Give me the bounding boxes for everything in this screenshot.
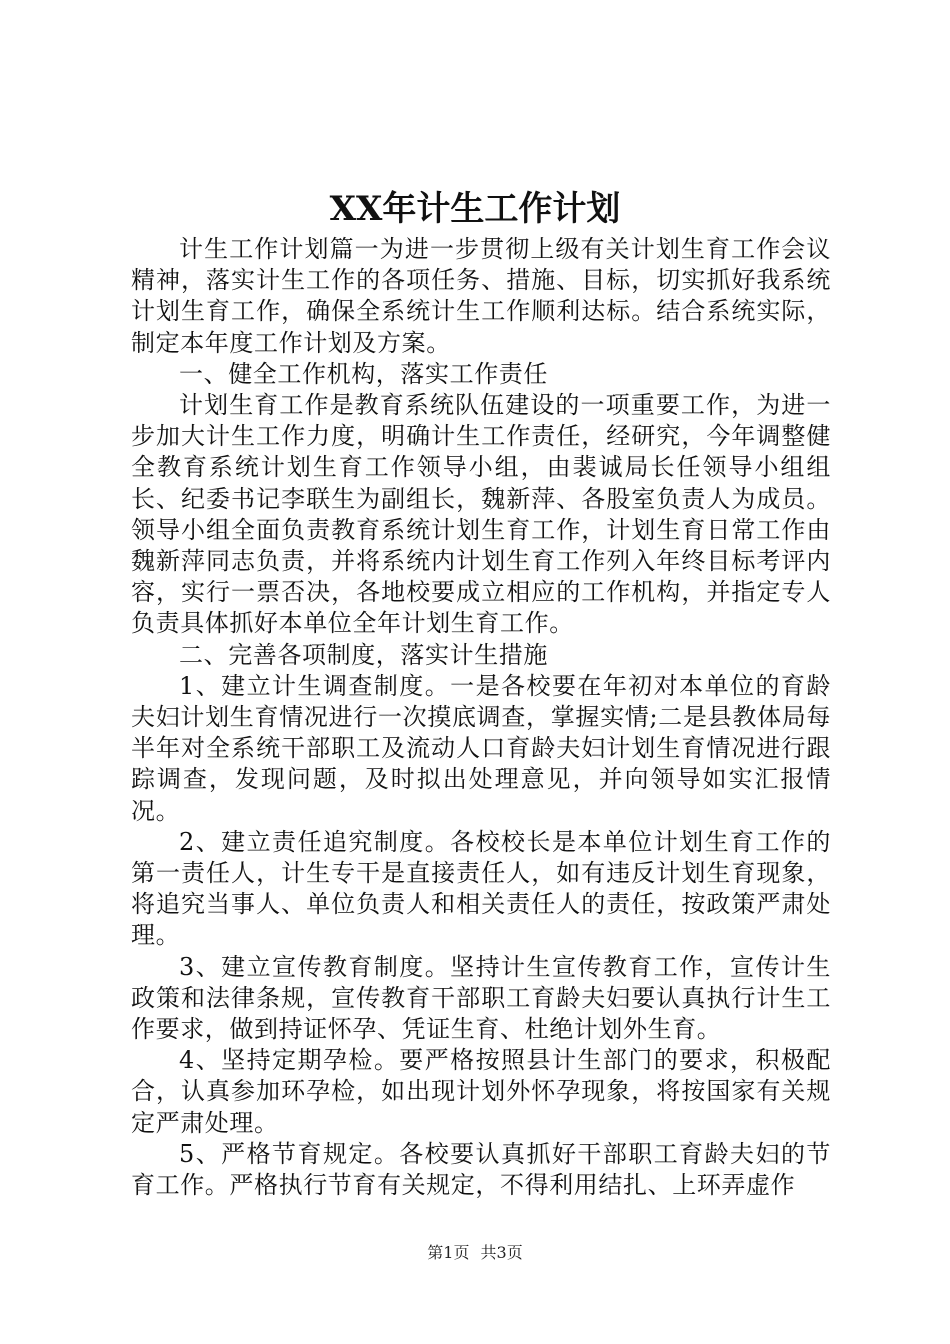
page-number-current: 第1页 [427,1243,470,1262]
paragraph-item-1: 1、建立计生调查制度。一是各校要在年初对本单位的育龄夫妇计划生育情况进行一次摸底调查，掌握实情;二是县教体局每半年对全系统干部职工及流动人口育龄夫妇计划生育情况进行跟踪调查，发现问题，及时拟出处理意见，并向领导如实汇报情况。 [131,671,831,825]
paragraph-item-2: 2、建立责任追究制度。各校校长是本单位计划生育工作的第一责任人，计生专干是直接责任人，如有违反计划生育现象，将追究当事人、单位负责人和相关责任人的责任，按政策严肃处理。 [131,827,831,950]
document-title: XX年计生工作计划 [329,189,621,229]
paragraph-organization: 计划生育工作是教育系统队伍建设的一项重要工作，为进一步加大计生工作力度，明确计生工作责任，经研究，今年调整健全教育系统计划生育工作领导小组，由裴诚局长任领导小组组长、纪委书记李联生为副组长，魏新萍、各股室负责人为成员。领导小组全面负责教育系统计划生育工作，计划生育日常工作由魏新萍同志负责，并将系统内计划生育工作列入年终目标考评内容，实行一票否决，各地校要成立相应的工作机构，并指定专人负责具体抓好本单位全年计划生育工作。 [131,391,831,638]
paragraph-intro: 计生工作计划篇一为进一步贯彻上级有关计划生育工作会议精神，落实计生工作的各项任务、措施、目标，切实抓好我系统计划生育工作，确保全系统计生工作顺利达标。结合系统实际，制定本年度工作计划及方案。 [131,235,831,357]
paragraph-item-4: 4、坚持定期孕检。要严格按照县计生部门的要求，积极配合，认真参加环孕检，如出现计划外怀孕现象，将按国家有关规定严肃处理。 [131,1046,831,1137]
page-number-total: 共3页 [480,1243,523,1262]
section-heading-2: 二、完善各项制度，落实计生措施 [179,640,548,669]
section-heading-1: 一、健全工作机构，落实工作责任 [179,359,548,388]
paragraph-item-5: 5、严格节育规定。各校要认真抓好干部职工育龄夫妇的节育工作。严格执行节育有关规定，不得利用结扎、上环弄虚作 [131,1139,831,1200]
page-footer [0,1242,950,1264]
document-body [131,234,831,1201]
paragraph-item-3: 3、建立宣传教育制度。坚持计生宣传教育工作，宣传计生政策和法律条规，宣传教育干部职工育龄夫妇要认真执行计生工作要求，做到持证怀孕、凭证生育、杜绝计划外生育。 [131,952,831,1044]
